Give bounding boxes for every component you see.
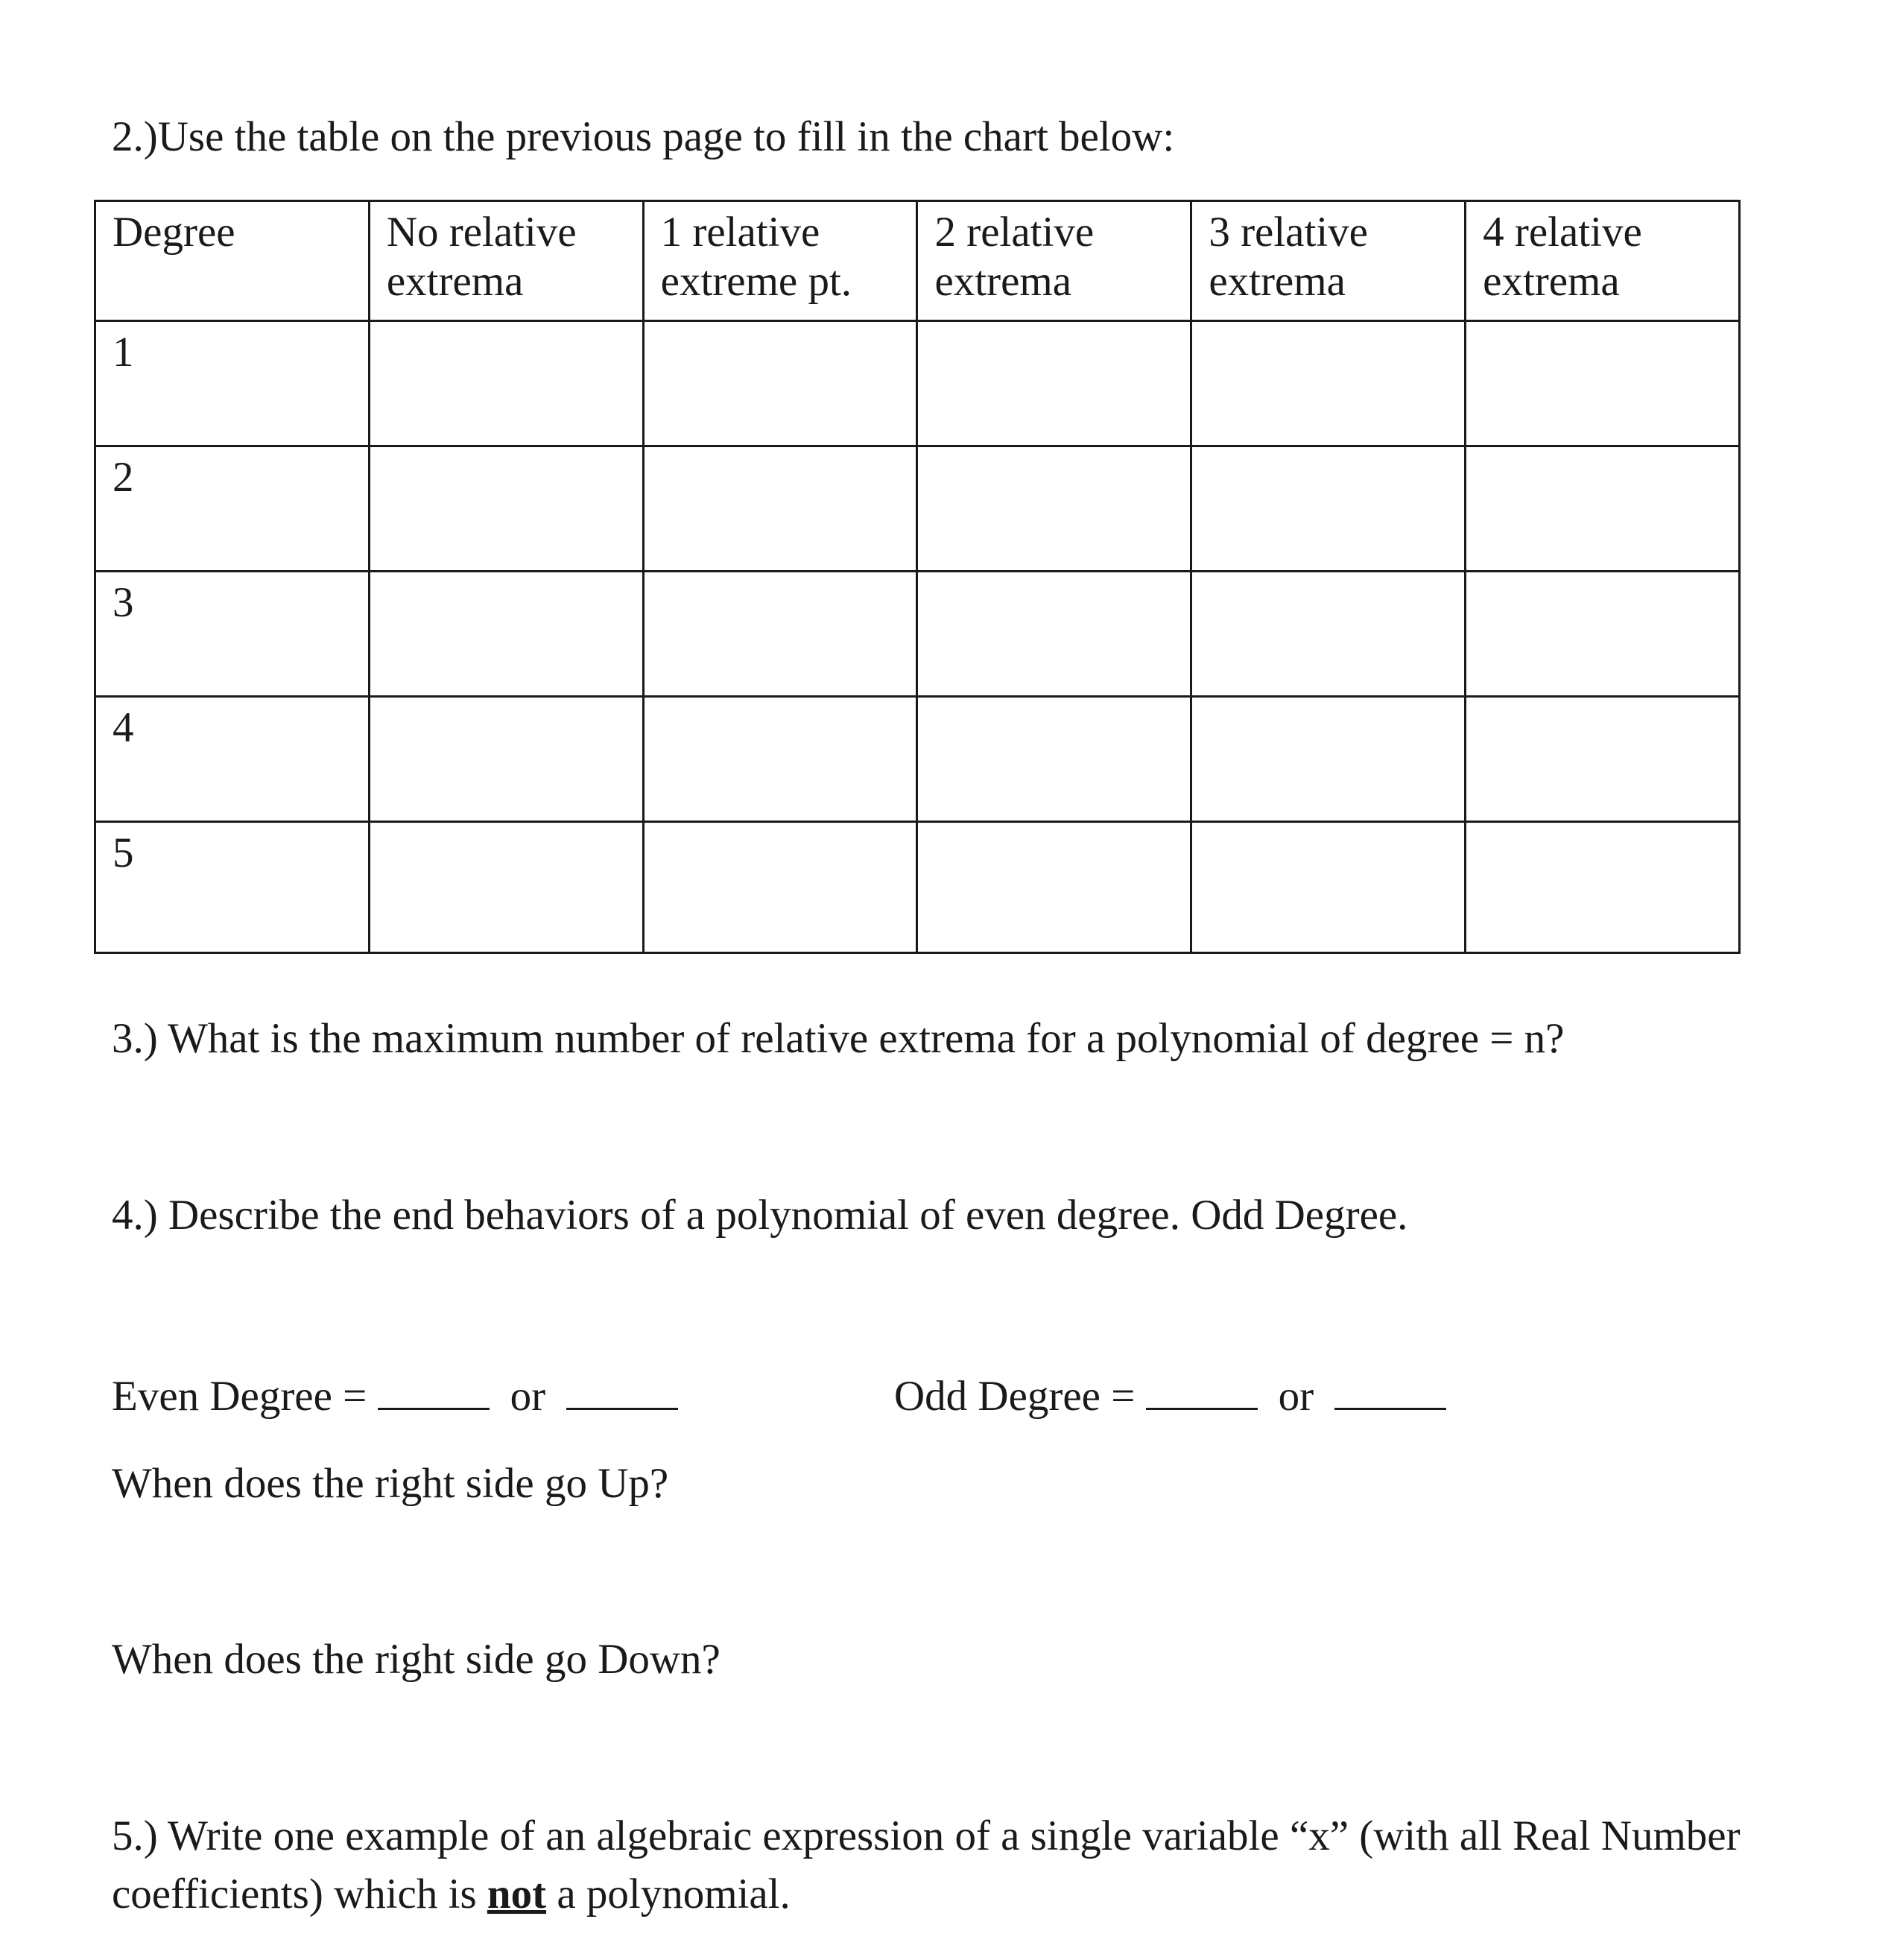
header-3-relative-extrema: 3 relative extrema bbox=[1191, 201, 1466, 321]
or-word: or bbox=[510, 1373, 546, 1420]
answer-cell[interactable] bbox=[369, 446, 643, 572]
degree-cell: 4 bbox=[95, 697, 370, 822]
answer-cell[interactable] bbox=[917, 446, 1191, 572]
answer-cell[interactable] bbox=[643, 572, 917, 697]
question-5-text-after: a polynomial. bbox=[546, 1871, 791, 1918]
header-2-relative-extrema: 2 relative extrema bbox=[917, 201, 1191, 321]
odd-degree-line bbox=[894, 1368, 1446, 1426]
answer-cell[interactable] bbox=[917, 572, 1191, 697]
header-1-relative-extreme: 1 relative extreme pt. bbox=[643, 201, 917, 321]
table-row bbox=[95, 822, 1740, 953]
answer-cell[interactable] bbox=[369, 572, 643, 697]
degree-cell: 5 bbox=[95, 822, 370, 953]
or-word: or bbox=[1278, 1373, 1314, 1420]
header-no-relative-extrema: No relative extrema bbox=[369, 201, 643, 321]
answer-cell[interactable] bbox=[1466, 446, 1740, 572]
question-2-text: 2.)Use the table on the previous page to fill in the chart below: bbox=[112, 113, 1175, 160]
degree-cell: 3 bbox=[95, 572, 370, 697]
right-side-down-question: When does the right side go Down? bbox=[112, 1636, 721, 1683]
answer-cell[interactable] bbox=[643, 321, 917, 446]
answer-cell[interactable] bbox=[643, 822, 917, 953]
table-row bbox=[95, 697, 1740, 822]
even-degree-blank-1[interactable] bbox=[378, 1371, 490, 1410]
question-5-text bbox=[112, 1807, 1751, 1923]
degree-cell: 2 bbox=[95, 446, 370, 572]
answer-cell[interactable] bbox=[1191, 697, 1466, 822]
header-degree: Degree bbox=[95, 201, 370, 321]
odd-degree-blank-1[interactable] bbox=[1146, 1371, 1258, 1410]
answer-cell[interactable] bbox=[643, 697, 917, 822]
odd-degree-label: Odd Degree = bbox=[894, 1373, 1136, 1420]
answer-cell[interactable] bbox=[643, 446, 917, 572]
answer-cell[interactable] bbox=[1191, 446, 1466, 572]
answer-cell[interactable] bbox=[1466, 697, 1740, 822]
answer-cell[interactable] bbox=[369, 321, 643, 446]
answer-cell[interactable] bbox=[1466, 321, 1740, 446]
table-row bbox=[95, 446, 1740, 572]
even-degree-blank-2[interactable] bbox=[566, 1371, 678, 1410]
question-3-text: 3.) What is the maximum number of relative extrema for a polynomial of degree = n? bbox=[112, 1015, 1565, 1062]
degree-cell: 1 bbox=[95, 321, 370, 446]
answer-cell[interactable] bbox=[1466, 572, 1740, 697]
table-row bbox=[95, 321, 1740, 446]
answer-cell[interactable] bbox=[917, 321, 1191, 446]
answer-cell[interactable] bbox=[369, 697, 643, 822]
chart-header-row bbox=[95, 201, 1740, 321]
answer-cell[interactable] bbox=[1466, 822, 1740, 953]
even-degree-line bbox=[112, 1368, 678, 1426]
odd-degree-blank-2[interactable] bbox=[1334, 1371, 1446, 1410]
answer-cell[interactable] bbox=[1191, 321, 1466, 446]
answer-cell[interactable] bbox=[1191, 822, 1466, 953]
answer-cell[interactable] bbox=[917, 822, 1191, 953]
answer-cell[interactable] bbox=[917, 697, 1191, 822]
header-4-relative-extrema: 4 relative extrema bbox=[1466, 201, 1740, 321]
question-5-emphasis: not bbox=[487, 1871, 547, 1918]
table-row bbox=[95, 572, 1740, 697]
right-side-up-question: When does the right side go Up? bbox=[112, 1460, 669, 1507]
question-4-text: 4.) Describe the end behaviors of a polynomial of even degree. Odd Degree. bbox=[112, 1192, 1408, 1239]
even-degree-label: Even Degree = bbox=[112, 1373, 367, 1420]
answer-cell[interactable] bbox=[1191, 572, 1466, 697]
question-5-text-before: 5.) Write one example of an algebraic expression of a single variable “x” (with all Real Number coefficients) which is bbox=[112, 1812, 1741, 1918]
extrema-chart bbox=[94, 200, 1741, 954]
answer-cell[interactable] bbox=[369, 822, 643, 953]
